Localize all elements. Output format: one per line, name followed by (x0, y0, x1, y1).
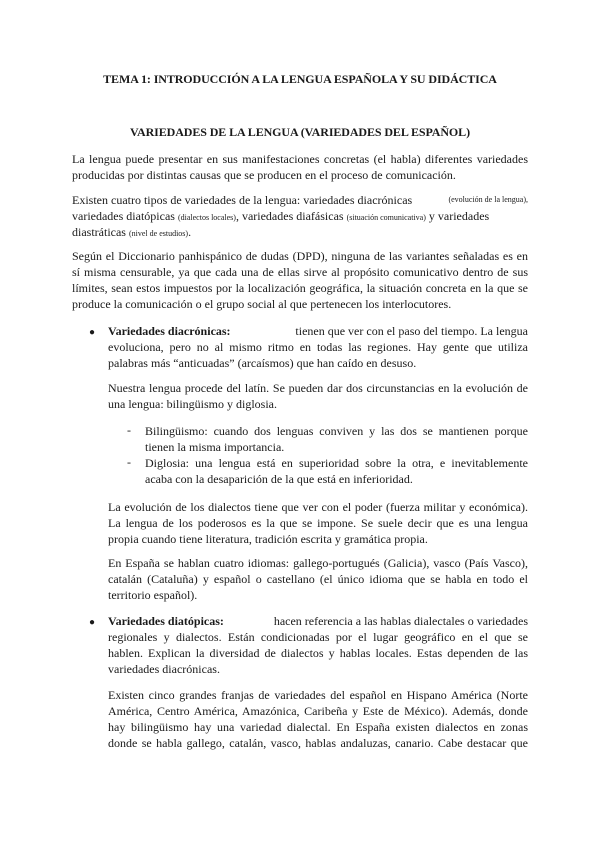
text-span: diastráticas (72, 225, 126, 239)
section-title: VARIEDADES DE LA LENGUA (VARIEDADES DEL ESPAÑOL) (130, 125, 470, 139)
text-line: América, Centro América, Amazónica, Caribeña y Este de México). Además, donde (108, 704, 528, 718)
text-line: En España se hablan cuatro idiomas: gallego-portugués (Galicia), vasco (País Vasco), (108, 556, 528, 570)
text-line: una lengua: bilingüismo y diglosia. (108, 397, 277, 411)
text-line (72, 192, 528, 208)
dash-marker: - (127, 455, 131, 469)
text-span: y variedades (425, 209, 490, 223)
text-note: (evolución de la lengua), (448, 195, 528, 204)
text-line: variedades diacrónicas. (108, 662, 220, 676)
text-line: acaba con la desaparición de la que está en inferioridad. (145, 472, 413, 486)
text-line (108, 613, 528, 629)
text-note: (situación comunicativa) (346, 213, 426, 222)
bullet-icon: ● (89, 327, 96, 338)
text-line: producidas por distintas causas que se producen en el proceso de comunicación. (72, 168, 456, 182)
dash-marker: - (127, 423, 131, 437)
text-line: donde se habla gallego, catalán, vasco, hablas andaluzas, canario. Cabe destacar que (108, 736, 528, 750)
text-line: límites, sean estos impuestos por la localización geográfica, la situación concreta en la que se (72, 281, 528, 295)
text-note: (nivel de estudios) (128, 229, 189, 238)
text-line: regionales y dialectos. Están condicionadas por el lugar geográfico en el que se (108, 630, 528, 644)
text-line: evoluciona, pero no al mismo ritmo en todas las regiones. Hay gente que utiliza (108, 340, 528, 354)
text-line: La lengua de los poderosos es la que se impone. Se suele decir que es una lengua (108, 516, 528, 530)
text-note: (dialectos locales) (177, 213, 236, 222)
text-line: hablen. Explican la diversidad de dialectos y hablas locales. Estas dependen de las (108, 646, 528, 660)
text-line: Nuestra lengua procede del latín. Se pueden dar dos circunstancias en la evolución de (108, 381, 528, 395)
text-span: , variedades diafásicas (235, 209, 344, 223)
term-label: Variedades diatópicas: (108, 614, 224, 628)
text-span: . (188, 225, 192, 239)
text-line: palabras más “anticuadas” (arcaísmos) que han caído en desuso. (108, 356, 417, 370)
text-line (108, 323, 528, 339)
text-line: La lengua puede presentar en sus manifestaciones concretas (el habla) diferentes variedades (72, 152, 528, 166)
text-line: Existen cinco grandes franjas de variedades del español en Hispano América (Norte (108, 688, 528, 702)
text-line: Diglosia: una lengua está en superioridad sobre la otra, e inevitablemente (145, 456, 528, 470)
text-line: catalán (Cataluña) y español o castellano (el único idioma que se habla en todo el (108, 572, 528, 586)
text-span: Existen cuatro tipos de variedades de la lengua: variedades diacrónicas (72, 193, 413, 207)
text-line: sí misma censurable, ya que cada una de ellas sirve al propósito comunicativo dentro de sus (72, 265, 528, 279)
text-span: variedades diatópicas (72, 209, 175, 223)
text-span: tienen que ver con el paso del tiempo. La lengua (295, 324, 528, 338)
bullet-icon: ● (89, 617, 96, 628)
text-line: propia cuando tiene literatura, tradición escrita y gramática propia. (108, 532, 428, 546)
text-line (72, 224, 191, 242)
page-title: TEMA 1: INTRODUCCIÓN A LA LENGUA ESPAÑOLA Y SU DIDÁCTICA (103, 72, 497, 86)
text-line: tienen la misma importancia. (145, 440, 285, 454)
term-label: Variedades diacrónicas: (108, 324, 231, 338)
text-span: hacen referencia a las hablas dialectales o variedades (273, 614, 528, 628)
text-line: territorio español). (108, 588, 198, 602)
text-line: hay bilingüismo hay una variedad dialectal. En España existen dialectos en zonas (108, 720, 528, 734)
text-line: Bilingüismo: cuando dos lenguas conviven y las dos se mantienen porque (145, 424, 528, 438)
text-line: Según el Diccionario panhispánico de dudas (DPD), ninguna de las variantes señaladas es en (72, 249, 528, 263)
text-line: La evolución de los dialectos tiene que ver con el poder (fuerza militar y económica). (108, 500, 528, 514)
text-line: produce la comunicación o el grupo social al que pertenecen los interlocutores. (72, 297, 452, 311)
